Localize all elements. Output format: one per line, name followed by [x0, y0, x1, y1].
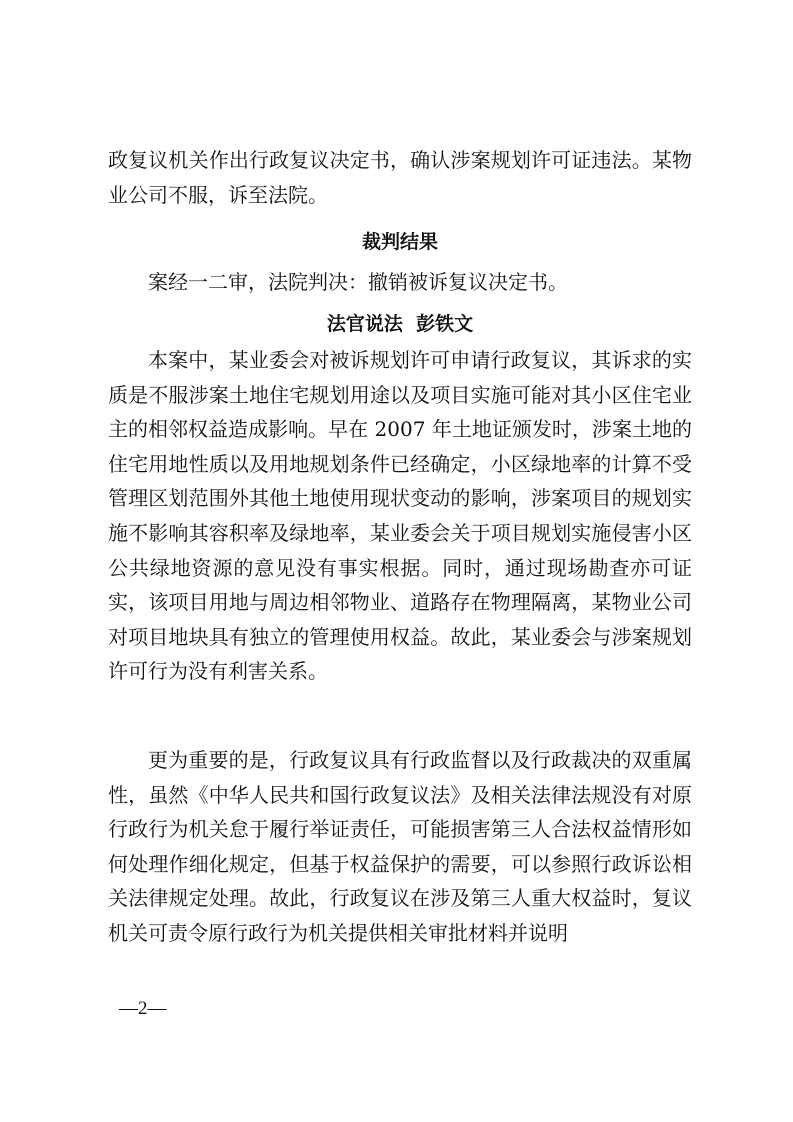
paragraph-judgment: 案经一二审，法院判决：撤销被诉复议决定书。 — [148, 270, 568, 294]
heading-judge-commentary: 法官说法 彭铁文 — [326, 313, 474, 335]
paragraph-commentary-2: 更为重要的是，行政复议具有行政监督以及行政裁决的双重属性，虽然《中华人民共和国行政复议法》及相关法律法规没有对原行政行为机关怠于履行举证责任，可能损害第三人合法权益情形如何处理作细化规定，但基于权益保护的需要，可以参照行政诉讼相关法律规定处理。故此，行政复议在涉及第三人重大权益时，复议机关可责令原行政行为机关提供相关审批材料并说明 — [108, 748, 692, 945]
paragraph-continuation: 政复议机关作出行政复议决定书，确认涉案规划许可证违法。某物业公司不服，诉至法院。 — [108, 148, 692, 207]
page-number: —2— — [119, 998, 167, 1019]
heading-judgment-result: 裁判结果 — [361, 231, 438, 253]
paragraph-commentary-1: 本案中，某业委会对被诉规划许可申请行政复议，其诉求的实质是不服涉案土地住宅规划用途以及项目实施可能对其小区住宅业主的相邻权益造成影响。早在 2007 年土地证颁发时，涉案土地的住宅用地性质以及用地规划条件已经确定，小区绿地率的计算不受管理区划范围外其他土地使用现状变动的影响，涉案项目的规划实施不影响其容积率及绿地率，某业委会关于项目规划实施侵害小区公共绿地资源的意见没有事实根据。同时，通过现场勘查亦可证实，该项目用地与周边相邻物业、道路存在物理隔离，某物业公司对项目地块具有独立的管理使用权益。故此，某业委会与涉案规划许可行为没有利害关系。 — [108, 348, 692, 684]
